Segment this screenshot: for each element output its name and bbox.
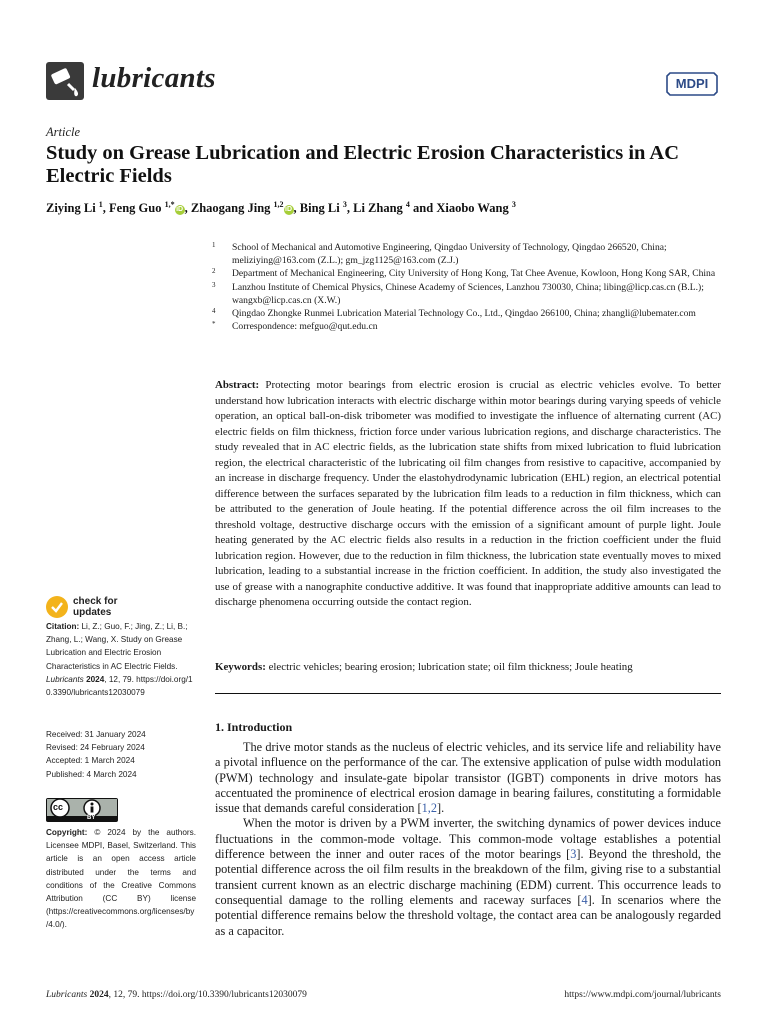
article-type: Article bbox=[46, 125, 81, 139]
affiliation-text: Qingdao Zhongke Runmei Lubrication Material Technology Co., Ltd., Qingdao 266100, China; zhangli@lubemater.com bbox=[232, 308, 696, 320]
publication-dates bbox=[46, 728, 196, 781]
journal-logo-icon bbox=[46, 62, 84, 100]
affiliation-text: Lanzhou Institute of Chemical Physics, Chinese Academy of Sciences, Lanzhou 730030, China; libing@licp.cas.cn (B.L.); wangxb@licp.cas.cn (X.W.) bbox=[232, 281, 704, 306]
affiliation-item bbox=[212, 320, 732, 333]
mdpi-logo-text: MDPI bbox=[675, 76, 709, 91]
date-item: Accepted: 1 March 2024 bbox=[46, 756, 135, 766]
affiliation-text: Correspondence: mefguo@qut.edu.cn bbox=[232, 321, 378, 333]
author-separator: , bbox=[102, 201, 110, 216]
intro-body bbox=[215, 740, 721, 939]
doi-link[interactable]: https://doi.org/10.3390/lubricants12030079 bbox=[46, 674, 193, 698]
affiliation-number: 4 bbox=[212, 307, 216, 316]
author-name[interactable]: Li Zhang bbox=[353, 201, 403, 216]
affiliation-item bbox=[212, 307, 732, 320]
keywords-text: electric vehicles; bearing erosion; lubrication state; oil film thickness; Joule heating bbox=[268, 661, 633, 673]
intro-paragraph: When the motor is driven by a PWM inverter, the switching dynamics of power devices induce fluctuations in the common-mode voltage. This common-mode voltage establishes a potential difference between the inner and outer races of the motor bearings [3]. Beyond the threshold, the potential difference across the oil film results in the breakdown of the film, giving rise to a substantial transient current known as an electric discharge machining (EDM) current. This occurrence leads to consequential damage to the rolling elements and raceway surfaces [4]. In scenarios where the potential difference remains below the threshold voltage, the contact area can be analogously regarded as a capacitor. bbox=[215, 816, 722, 938]
orcid-icon[interactable]: iD bbox=[285, 206, 293, 214]
author-name[interactable]: Xiaobo Wang bbox=[436, 201, 509, 216]
author-affiliation-sup: 3 bbox=[511, 200, 516, 209]
affiliation-item bbox=[212, 281, 732, 307]
footer-citation: Lubricants 2024, 12, 79. https://doi.org/10.3390/lubricants12030079 bbox=[46, 990, 307, 1000]
keywords bbox=[215, 660, 721, 674]
author-affiliation-sup: 1 bbox=[98, 200, 103, 209]
section-divider bbox=[215, 693, 721, 694]
abstract-label: Abstract: bbox=[215, 379, 260, 391]
author-separator: , bbox=[346, 201, 354, 216]
author-separator: , bbox=[293, 201, 300, 216]
date-item: Revised: 24 February 2024 bbox=[46, 743, 145, 753]
affiliation-text: Department of Mechanical Engineering, City University of Hong Kong, Tat Chee Avenue, Kowloon, Hong Kong SAR, China bbox=[232, 268, 716, 280]
copyright-label: Copyright: bbox=[46, 828, 88, 837]
abstract-text: Protecting motor bearings from electric erosion is crucial as electric vehicles evolve. To better understand how lubrication interacts with electric discharge within motor bearings during varying speeds of vehicle operation, an optical ball-on-disk tribometer was modified to investigate the influence of alternating current (AC) electric fields on film thickness, friction force under various lubrication regions, and discharge characteristics. The study revealed that in AC electric fields, as the lubrication state shifts from mixed lubrication to fluid lubrication region, the electrical characteristic of the lubricating oil film changes from resistive to capacitive, accompanied by an increase in discharge frequency. Under the elastohydrodynamic lubrication (EHL) region, an electrical potential difference between the surfaces separated by the lubrication film leads to a reduction in film thickness, which can be attributed to the generation of Joule heating. If the potential difference across the oil film increases to the threshold voltage, destructive discharge occurs with the emission of a significant amount of purple light. Joule heating generated by the AC electric fields also results in a reduction in the friction coefficient under the fluid lubrication region. However, due to the reduction in film thickness, the lubrication state eventually moves to mixed lubrication, leading to a substantial increase in the friction coefficient. In addition, the study also investigated the use of grease with a nanographite conductive additive. It was found that inappropriate additive amounts can lead to discharge phenomena occurring outside the contact region. bbox=[215, 379, 721, 608]
author-name[interactable]: Zhaogang Jing bbox=[190, 201, 271, 216]
affiliation-number: * bbox=[212, 320, 216, 329]
intro-paragraph: The drive motor stands as the nucleus of electric vehicles, and its service life and reliability have a pivotal influence on the performance of the car. The extensive application of pulse width modulation (PWM) technology and insulate-gate bipolar transistor (IGBT) components in drive motors has accentuated the prominence of electrical erosion damage in bearing failures, constituting a formidable issue that demands careful consideration [1,2]. bbox=[215, 740, 721, 816]
author-name[interactable]: Ziying Li bbox=[46, 201, 96, 216]
affiliation-number: 3 bbox=[212, 280, 216, 289]
section-heading: 1. Introduction bbox=[215, 720, 293, 734]
check-updates-line1: check for bbox=[73, 596, 118, 607]
author-affiliation-sup: 3 bbox=[342, 200, 347, 209]
affiliation-text: School of Mechanical and Automotive Engineering, Qingdao University of Technology, Qingdao 266520, China; meliziying@163.com (Z.L.); gm_jzg1125@163.com (Z.J.) bbox=[232, 242, 667, 267]
author-separator: and bbox=[409, 201, 437, 216]
check-for-updates-button[interactable] bbox=[46, 595, 156, 619]
author-affiliation-sup: 1,* bbox=[164, 200, 175, 209]
journal-name[interactable]: lubricants bbox=[92, 62, 216, 94]
citation-link[interactable]: 3 bbox=[570, 847, 577, 862]
copyright-block: Copyright: © 2024 by the authors. Licensee MDPI, Basel, Switzerland. This article is an open access article distributed under the terms and conditions of the Creative Commons Attribution (CC BY) license (https://creativecommons.org/licenses/by/4.0/). bbox=[46, 828, 196, 930]
date-item: Received: 31 January 2024 bbox=[46, 730, 146, 739]
orcid-icon[interactable]: iD bbox=[176, 206, 184, 214]
citation-link[interactable]: 1,2 bbox=[421, 801, 437, 816]
affiliation-item bbox=[212, 241, 732, 267]
citation-link[interactable]: 4 bbox=[581, 892, 588, 907]
footer-journal-url[interactable]: https://www.mdpi.com/journal/lubricants bbox=[564, 990, 721, 1000]
affiliation-item bbox=[212, 267, 732, 280]
affiliation-number: 1 bbox=[212, 241, 216, 249]
author-affiliation-sup: 1,2 bbox=[273, 200, 284, 209]
check-updates-icon bbox=[46, 596, 68, 618]
author-list bbox=[46, 200, 746, 216]
author-name[interactable]: Feng Guo bbox=[109, 201, 162, 216]
date-item: Published: 4 March 2024 bbox=[46, 769, 137, 779]
mdpi-logo[interactable] bbox=[666, 72, 718, 96]
cc-by-license-icon[interactable] bbox=[46, 798, 118, 822]
paper-title: Study on Grease Lubrication and Electric Erosion Characteristics in AC Electric Fields bbox=[46, 142, 680, 187]
abstract bbox=[215, 378, 721, 611]
author-separator: , bbox=[184, 201, 191, 216]
cc-by-label: BY bbox=[87, 815, 96, 821]
author-affiliation-sup: 4 bbox=[405, 200, 410, 209]
cc-cc-text: cc bbox=[53, 802, 64, 812]
author-name[interactable]: Bing Li bbox=[299, 201, 340, 216]
citation-label: Citation: bbox=[46, 622, 80, 631]
affiliation-number: 2 bbox=[212, 267, 216, 276]
citation-block: Citation: Li, Z.; Guo, F.; Jing, Z.; Li, B.; Zhang, L.; Wang, X. Study on Grease Lubrication and Electric Erosion Characteristics in AC Electric Fields. Lubricants 2024, 12, 79. https://doi.org/10.3390/lubricants12030079 bbox=[46, 622, 193, 698]
check-updates-line2: updates bbox=[73, 607, 112, 618]
keywords-label: Keywords: bbox=[215, 661, 266, 673]
affiliations bbox=[212, 241, 732, 333]
